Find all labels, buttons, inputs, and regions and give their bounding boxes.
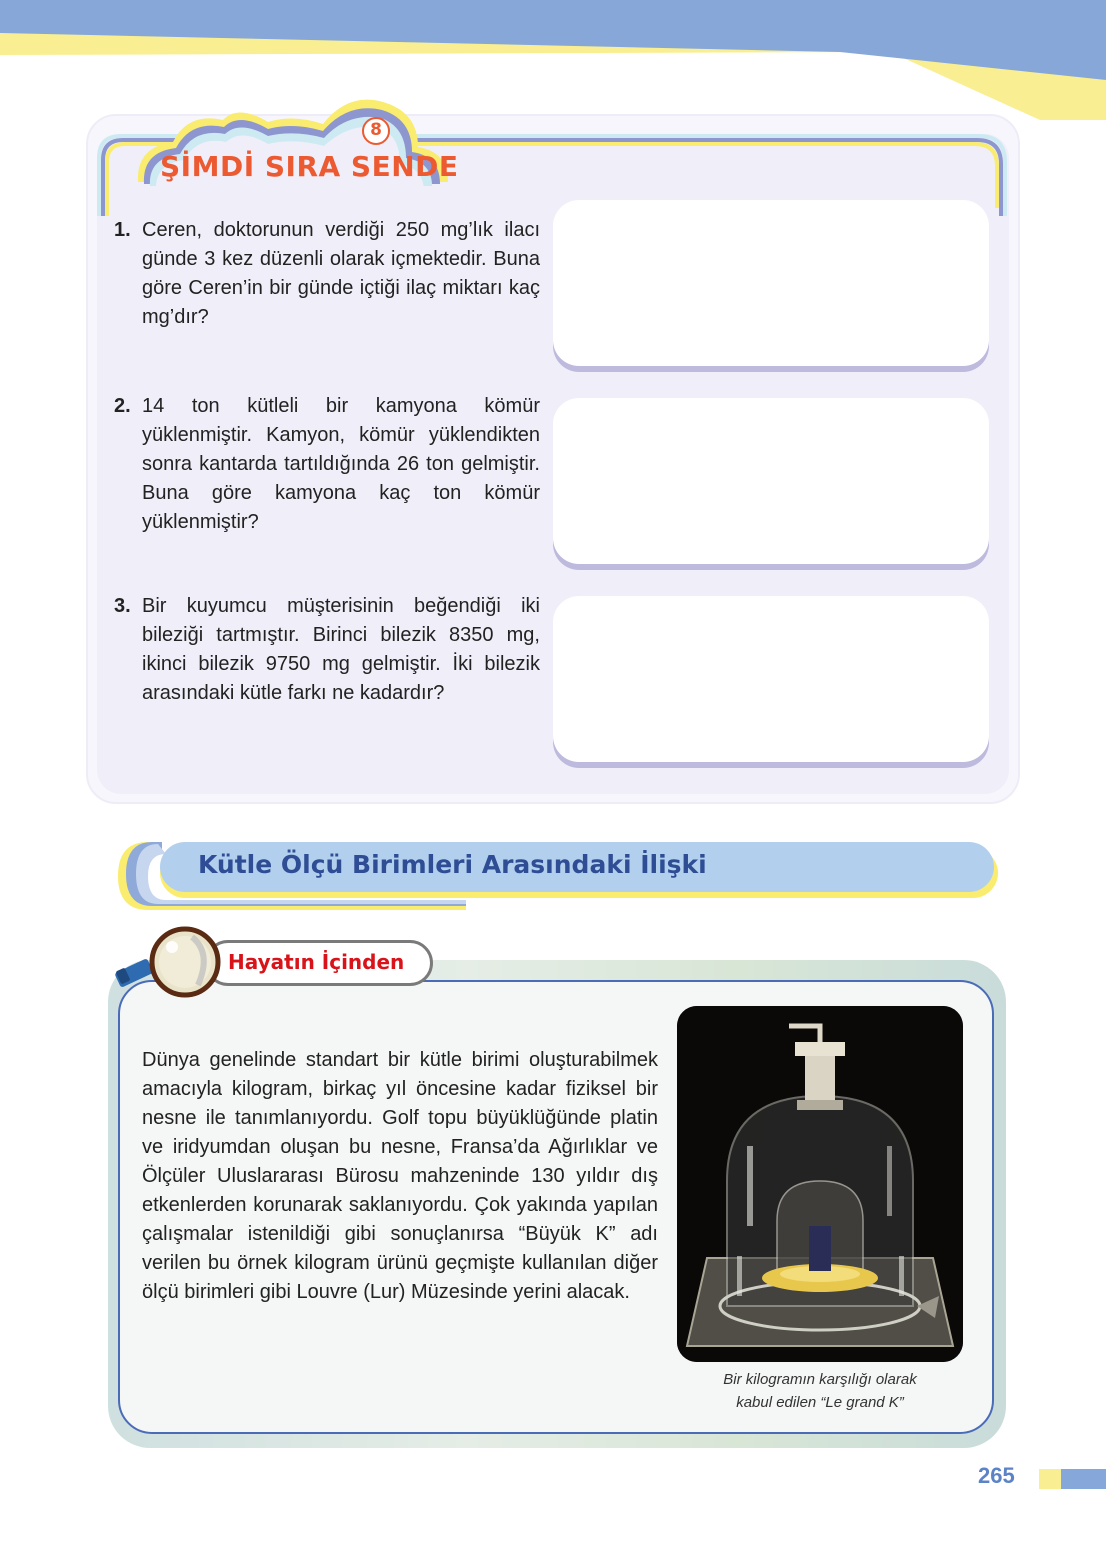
answer-box-1[interactable] <box>553 200 989 366</box>
answer-box-2[interactable] <box>553 398 989 564</box>
question-text: Ceren, doktorunun verdiği 250 mg’lık ilacı günde 3 kez düzenli olarak içmektedir. Buna göre Ceren’in bir günde içtiği ilaç miktarı kaç mg’dır? <box>142 219 540 328</box>
life-label: Hayatın İçinden <box>228 950 405 974</box>
magnifier-icon <box>110 925 230 1000</box>
life-paragraph: Dünya genelinde standart bir kütle birimi oluşturabilmek amacıyla kilogram, birkaç yıl öncesine kadar fiziksel bir nesne ile tanımlanıyordu. Golf topu büyüklüğünde platin ve iridyumdan oluşan bu nesne, Fransa’da Ağırlıklar ve Ölçüler Uluslararası Bürosu mahzeninde 130 yıldır dış etkenlerden korunarak saklanıyordu. Çok yakında yapılan çalışmalar istenildiği gibi sonuçlanırsa “Büyük K” adı verilen bu örnek kilogram ürünü geçmişte kullanılan diğer ölçü birimleri gibi Louvre (Lur) Müzesinde yerini alacak. <box>142 1049 658 1303</box>
question-number: 2. <box>114 395 131 417</box>
footer-yellow-bar <box>1039 1469 1061 1489</box>
question-1 <box>114 216 540 332</box>
activity-title: ŞİMDİ SIRA SENDE <box>160 150 459 183</box>
photo-caption <box>677 1368 963 1414</box>
photo-caption-line-2: kabul edilen “Le grand K” <box>736 1394 904 1411</box>
question-number: 3. <box>114 595 131 617</box>
section-title: Kütle Ölçü Birimleri Arasındaki İlişki <box>198 850 707 879</box>
question-3 <box>114 592 540 708</box>
question-2 <box>114 392 540 537</box>
activity-number-badge: 8 <box>362 117 390 145</box>
photo-caption-line-1: Bir kilogramın karşılığı olarak <box>723 1371 917 1388</box>
bell-jar-illustration <box>677 1006 963 1362</box>
question-number: 1. <box>114 219 131 241</box>
footer-blue-bar <box>1061 1469 1106 1489</box>
le-grand-k-photo <box>677 1006 963 1362</box>
question-text: Bir kuyumcu müşterisinin beğendiği iki bileziği tartmıştır. Birinci bilezik 8350 mg, ikinci bilezik 9750 mg gelmiştir. İki bilezik arasındaki kütle farkı ne kadardır? <box>142 595 540 704</box>
answer-box-3[interactable] <box>553 596 989 762</box>
page-number: 265 <box>978 1463 1015 1488</box>
question-text: 14 ton kütleli bir kamyona kömür yüklenmiştir. Kamyon, kömür yüklendikten sonra kantarda tartıldığında 26 ton gelmiştir. Buna göre kamyona kaç ton kömür yüklenmiştir? <box>142 395 540 533</box>
